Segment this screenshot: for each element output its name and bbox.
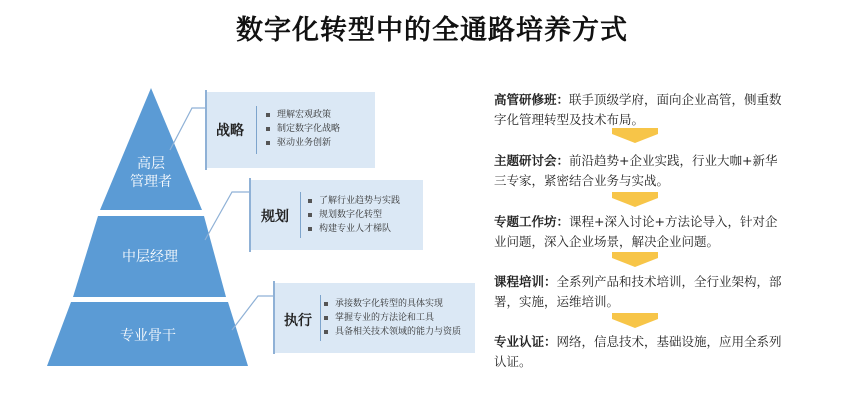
program-desc: 三专家，紧密结合业务与实战。 <box>494 173 670 188</box>
program-name: 专业认证： <box>494 334 557 349</box>
chevron-down-icon <box>612 313 658 328</box>
list-item: 制定数字化战略 <box>265 122 340 136</box>
program-desc: 网络，信息技术，基础设施，应用全系列 <box>556 334 782 349</box>
program-desc: 署，实施，运维培训。 <box>494 294 620 309</box>
program-name: 高管研修班： <box>494 92 570 107</box>
panel-list <box>307 194 400 236</box>
list-item: 驱动业务创新 <box>265 136 340 150</box>
chevron-down-icon <box>612 128 658 143</box>
tier-label-senior: 高层 管理者 <box>130 156 172 190</box>
panel-divider <box>256 106 257 154</box>
program-desc: 联手顶级学府，面向企业高管，侧重数 <box>569 92 782 107</box>
list-item: 构建专业人才梯队 <box>307 222 400 236</box>
panel-list <box>265 108 340 150</box>
connector-strategy <box>170 108 206 150</box>
program-desc: 前沿趋势+企业实践，行业大咖+新华 <box>569 153 778 168</box>
pyramid-tier-top <box>100 88 202 210</box>
program-name: 主题研讨会： <box>494 153 570 168</box>
connector-execution <box>232 296 274 330</box>
chevron-down-icon <box>612 252 658 267</box>
program-name: 课程培训： <box>494 274 557 289</box>
program-training <box>494 272 810 312</box>
panel-divider <box>320 295 321 341</box>
panel-divider <box>300 192 301 238</box>
program-certification <box>494 332 810 372</box>
panel-title: 战略 <box>216 123 244 139</box>
program-name: 专题工作坊： <box>494 214 570 229</box>
list-item: 规划数字化转型 <box>307 208 400 222</box>
connector-planning <box>205 192 250 240</box>
program-executive-class <box>494 90 810 130</box>
panel-execution <box>275 283 475 353</box>
tier-label-middle: 中层经理 <box>122 249 178 265</box>
program-desc: 课程+深入讨论+方法论导入，针对企 <box>569 214 778 229</box>
panel-strategy <box>207 92 375 168</box>
list-item: 理解宏观政策 <box>265 108 340 122</box>
panel-title: 执行 <box>284 313 312 329</box>
list-item: 具备相关技术领域的能力与资质 <box>323 325 461 339</box>
panel-planning <box>251 180 423 250</box>
program-desc: 全系列产品和技术培训，全行业架构，部 <box>556 274 782 289</box>
page-title: 数字化转型中的全通路培养方式 <box>236 15 628 46</box>
list-item: 了解行业趋势与实践 <box>307 194 400 208</box>
program-workshop <box>494 212 810 252</box>
program-seminar <box>494 151 810 191</box>
program-desc: 业问题，深入企业场景，解决企业问题。 <box>494 234 720 249</box>
program-desc: 字化管理转型及技术布局。 <box>494 112 645 127</box>
program-desc: 认证。 <box>494 354 532 369</box>
tier-label-professional: 专业骨干 <box>120 328 176 344</box>
panel-list <box>323 297 461 339</box>
list-item: 掌握专业的方法论和工具 <box>323 311 461 325</box>
list-item: 承接数字化转型的具体实现 <box>323 297 461 311</box>
panel-title: 规划 <box>261 209 289 225</box>
chevron-down-icon <box>612 192 658 207</box>
